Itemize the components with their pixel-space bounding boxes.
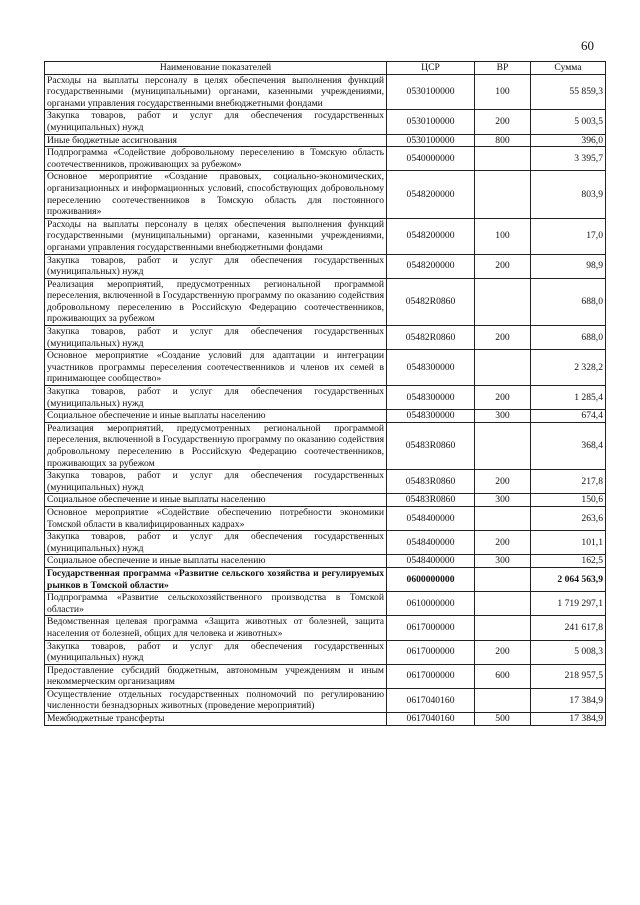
cell-vr: 600 [475,664,531,688]
cell-vr [475,506,531,530]
cell-csr: 05483R0860 [387,470,475,494]
table-body [45,74,606,725]
cell-csr: 0617040160 [387,688,475,712]
cell-name: Осуществление отдельных государственных полномочий по регулированию численности безнадзорных животных (проведение мероприятий) [45,688,387,712]
table-row [45,171,606,218]
cell-vr: 200 [475,470,531,494]
cell-vr [475,616,531,640]
cell-vr [475,567,531,591]
cell-csr: 0530100000 [387,110,475,134]
cell-csr: 0548200000 [387,254,475,278]
cell-sum: 396,0 [531,134,606,147]
cell-sum: 217,8 [531,470,606,494]
table-row [45,688,606,712]
cell-name: Иные бюджетные ассигнования [45,134,387,147]
cell-name: Закупка товаров, работ и услуг для обеспечения государственных (муниципальных) нужд [45,640,387,664]
cell-vr [475,422,531,469]
table-row [45,254,606,278]
cell-csr: 05482R0860 [387,326,475,350]
table-row [45,531,606,555]
table-row [45,567,606,591]
cell-sum: 150,6 [531,494,606,507]
cell-sum: 803,9 [531,171,606,218]
cell-csr: 0617000000 [387,664,475,688]
cell-vr: 200 [475,110,531,134]
table-header-row [45,62,606,75]
cell-csr: 0548200000 [387,171,475,218]
cell-sum: 55 859,3 [531,74,606,110]
cell-name: Закупка товаров, работ и услуг для обеспечения государственных (муниципальных) нужд [45,470,387,494]
header-name: Наименование показателей [45,62,387,75]
cell-sum: 688,0 [531,326,606,350]
cell-csr: 0540000000 [387,147,475,171]
cell-name: Закупка товаров, работ и услуг для обеспечения государственных (муниципальных) нужд [45,326,387,350]
cell-csr: 0548400000 [387,531,475,555]
cell-name: Основное мероприятие «Содействие обеспечению потребности экономики Томской области в квалифицированных кадрах» [45,506,387,530]
cell-vr: 200 [475,326,531,350]
cell-csr: 0548300000 [387,386,475,410]
cell-sum: 3 395,7 [531,147,606,171]
cell-sum: 1 719 297,1 [531,592,606,616]
cell-name: Закупка товаров, работ и услуг для обеспечения государственных (муниципальных) нужд [45,254,387,278]
cell-name: Расходы на выплаты персоналу в целях обеспечения выполнения функций государственными (муниципальными) органами, казенными учреждениями, органами управления государственными внебюджетными фондами [45,218,387,254]
cell-name: Реализация мероприятий, предусмотренных региональной программой переселения, включенной в Государственную программу по оказанию содействия добровольному переселению в Российскую Федерацию соотечественников, проживающих за рубежом [45,422,387,469]
cell-vr [475,688,531,712]
cell-name: Расходы на выплаты персоналу в целях обеспечения выполнения функций государственными (муниципальными) органами, казенными учреждениями, органами управления государственными внебюджетными фондами [45,74,387,110]
cell-name: Социальное обеспечение и иные выплаты населению [45,494,387,507]
cell-sum: 241 617,8 [531,616,606,640]
table-row [45,713,606,726]
table-row [45,616,606,640]
cell-sum: 162,5 [531,555,606,568]
table-row [45,350,606,386]
cell-csr: 0617000000 [387,640,475,664]
cell-name: Закупка товаров, работ и услуг для обеспечения государственных (муниципальных) нужд [45,110,387,134]
budget-table [44,61,606,726]
cell-vr: 200 [475,531,531,555]
cell-sum: 368,4 [531,422,606,469]
page-number: 60 [581,38,594,53]
cell-csr: 0617000000 [387,616,475,640]
cell-sum: 98,9 [531,254,606,278]
cell-vr: 200 [475,640,531,664]
cell-csr: 0548200000 [387,218,475,254]
table-row [45,147,606,171]
cell-name: Государственная программа «Развитие сельского хозяйства и регулируемых рынков в Томской области» [45,567,387,591]
cell-csr: 0530100000 [387,74,475,110]
cell-csr: 0617040160 [387,713,475,726]
cell-sum: 263,6 [531,506,606,530]
cell-sum: 2 328,2 [531,350,606,386]
cell-sum: 218 957,5 [531,664,606,688]
table-row [45,134,606,147]
table-row [45,326,606,350]
cell-name: Межбюджетные трансферты [45,713,387,726]
cell-csr: 05482R0860 [387,278,475,325]
cell-csr: 0548400000 [387,555,475,568]
cell-vr [475,278,531,325]
cell-sum: 674,4 [531,410,606,423]
cell-csr: 05483R0860 [387,494,475,507]
table-row [45,422,606,469]
cell-name: Реализация мероприятий, предусмотренных региональной программой переселения, включенной в Государственную программу по оказанию содействия добровольному переселению в Российскую Федерацию соотечественников, проживающих за рубежом [45,278,387,325]
table-row [45,218,606,254]
cell-sum: 5 003,5 [531,110,606,134]
cell-vr: 500 [475,713,531,726]
table-row [45,74,606,110]
cell-sum: 2 064 563,9 [531,567,606,591]
cell-name: Подпрограмма «Содействие добровольному переселению в Томскую область соотечественников, проживающих за рубежом» [45,147,387,171]
table-row [45,470,606,494]
table-row [45,410,606,423]
cell-sum: 17 384,9 [531,713,606,726]
header-vr: ВР [475,62,531,75]
cell-csr: 0548400000 [387,506,475,530]
table-row [45,592,606,616]
cell-name: Предоставление субсидий бюджетным, автономным учреждениям и иным некоммерческим организациям [45,664,387,688]
header-sum: Сумма [531,62,606,75]
header-csr: ЦСР [387,62,475,75]
cell-name: Подпрограмма «Развитие сельскохозяйственного производства в Томской области» [45,592,387,616]
cell-vr: 800 [475,134,531,147]
cell-name: Закупка товаров, работ и услуг для обеспечения государственных (муниципальных) нужд [45,386,387,410]
table-row [45,386,606,410]
cell-name: Основное мероприятие «Создание правовых, социально-экономических, организационных и информационных условий, способствующих добровольному переселению соотечественников в Томскую область для постоянного проживания» [45,171,387,218]
cell-name: Закупка товаров, работ и услуг для обеспечения государственных (муниципальных) нужд [45,531,387,555]
cell-vr: 300 [475,494,531,507]
cell-csr: 0530100000 [387,134,475,147]
cell-sum: 688,0 [531,278,606,325]
cell-sum: 5 008,3 [531,640,606,664]
table-row [45,640,606,664]
cell-csr: 0548300000 [387,410,475,423]
cell-name: Ведомственная целевая программа «Защита животных от болезней, защита населения от болезней, общих для человека и животных» [45,616,387,640]
cell-csr: 05483R0860 [387,422,475,469]
cell-csr: 0610000000 [387,592,475,616]
cell-vr: 100 [475,218,531,254]
cell-vr: 300 [475,555,531,568]
cell-vr [475,350,531,386]
cell-vr [475,171,531,218]
cell-vr: 200 [475,254,531,278]
cell-csr: 0548300000 [387,350,475,386]
cell-vr: 300 [475,410,531,423]
table-row [45,278,606,325]
cell-vr [475,592,531,616]
cell-name: Социальное обеспечение и иные выплаты населению [45,555,387,568]
table-row [45,506,606,530]
cell-vr: 100 [475,74,531,110]
cell-sum: 101,1 [531,531,606,555]
table-row [45,110,606,134]
table-row [45,494,606,507]
table-row [45,555,606,568]
table-row [45,664,606,688]
cell-sum: 1 285,4 [531,386,606,410]
cell-sum: 17,0 [531,218,606,254]
cell-sum: 17 384,9 [531,688,606,712]
cell-vr: 200 [475,386,531,410]
cell-csr: 0600000000 [387,567,475,591]
cell-vr [475,147,531,171]
cell-name: Социальное обеспечение и иные выплаты населению [45,410,387,423]
cell-name: Основное мероприятие «Создание условий для адаптации и интеграции участников программы переселения соотечественников и членов их семей в принимающее сообщество» [45,350,387,386]
